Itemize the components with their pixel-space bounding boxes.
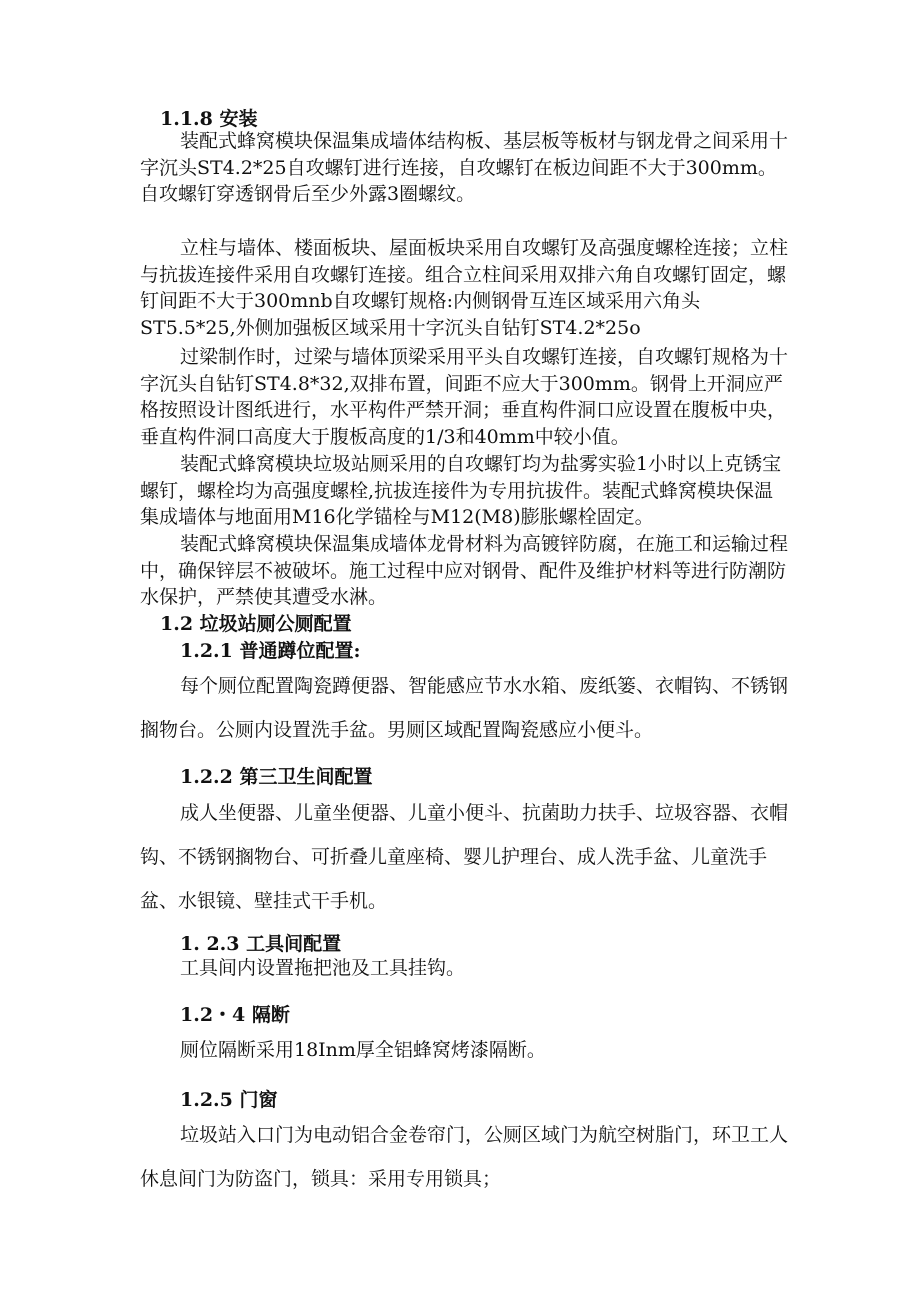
paragraph-partition: 厕位隔断采用18Inm厚全铝蜂窝烤漆隔断。 <box>180 1039 546 1061</box>
heading-1-2-2: 1.2.2 第三卫生间配置 <box>180 766 373 788</box>
paragraph-install-2: 立柱与墙体、楼面板块、屋面板块采用自攻螺钉及高强度螺栓连接；立柱与抗拔连接件采用自攻螺钉连接。组合立柱间采用双排六角自攻螺钉固定，螺钉间距不大于300mnb自攻螺钉规格:内侧钢骨互连区域采用六角头ST5.5*25,外侧加强板区域采用十字沉头自钻钉ST4.2*25o <box>140 237 789 339</box>
heading-1-2-1: 1.2.1 普通蹲位配置: <box>180 640 361 662</box>
heading-1-2-5: 1.2.5 门窗 <box>180 1089 278 1111</box>
paragraph-install-1: 装配式蜂窝模块保温集成墙体结构板、基层板等板材与钢龙骨之间采用十字沉头ST4.2*25自攻螺钉进行连接，自攻螺钉在板边间距不大于300mm。自攻螺钉穿透钢骨后至少外露3圈螺纹。 <box>140 130 789 205</box>
paragraph-third-restroom: 成人坐便器、儿童坐便器、儿童小便斗、抗菌助力扶手、垃圾容器、衣帽钩、不锈钢搁物台、可折叠儿童座椅、婴儿护理台、成人洗手盆、儿童洗手盆、水银镜、壁挂式干手机。 <box>140 802 789 912</box>
heading-1-2-4: 1.2・4 隔断 <box>180 1004 290 1026</box>
paragraph-install-4: 装配式蜂窝模块垃圾站厕采用的自攻螺钉均为盐雾实验1小时以上克锈宝螺钉，螺栓均为高强度螺栓,抗拔连接件为专用抗拔件。装配式蜂窝模块保温集成墙体与地面用M16化学锚栓与M12(M8)膨胀螺栓固定。 <box>140 453 782 528</box>
heading-1-2-3: 1. 2.3 工具间配置 <box>180 933 342 955</box>
paragraph-install-5: 装配式蜂窝模块保温集成墙体龙骨材料为高镀锌防腐，在施工和运输过程中，确保锌层不被破坏。施工过程中应对钢骨、配件及维护材料等进行防潮防水保护，严禁使其遭受水淋。 <box>140 533 789 608</box>
paragraph-squat-config: 每个厕位配置陶瓷蹲便器、智能感应节水水箱、废纸篓、衣帽钩、不锈钢搁物台。公厕内设置洗手盆。男厕区域配置陶瓷感应小便斗。 <box>140 675 789 741</box>
paragraph-doors-windows: 垃圾站入口门为电动铝合金卷帘门，公厕区域门为航空树脂门，环卫工人休息间门为防盗门，锁具：采用专用锁具； <box>140 1124 789 1190</box>
paragraph-tool-room: 工具间内设置拖把池及工具挂钩。 <box>180 957 466 979</box>
heading-1-1-8: 1.1.8 安装 <box>160 108 258 130</box>
heading-1-2: 1.2 垃圾站厕公厕配置 <box>160 613 352 635</box>
paragraph-install-3: 过梁制作时，过梁与墙体顶梁采用平头自攻螺钉连接，自攻螺钉规格为十字沉头自钻钉ST4.8*32,双排布置，间距不应大于300mm。钢骨上开洞应严格按照设计图纸进行，水平构件严禁开洞；垂直构件洞口应设置在腹板中央，垂直构件洞口高度大于腹板高度的1/3和40mm中较小值。 <box>140 346 789 448</box>
